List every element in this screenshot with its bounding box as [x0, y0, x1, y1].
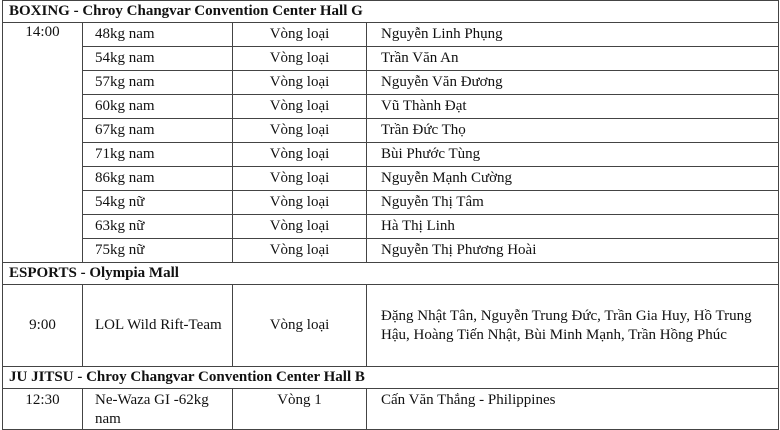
- table-row: [3, 119, 779, 143]
- schedule-table: [2, 0, 779, 430]
- table-row: [3, 71, 779, 95]
- table-row: [3, 143, 779, 167]
- event-cell: 71kg nam: [83, 143, 233, 167]
- time-cell: 9:00: [3, 285, 83, 367]
- table-row: [3, 239, 779, 263]
- event-cell: 54kg nữ: [83, 191, 233, 215]
- time-cell: 12:30: [3, 389, 83, 430]
- section-title: BOXING - Chroy Changvar Convention Center Hall G: [3, 1, 779, 23]
- round-cell: Vòng loại: [233, 215, 367, 239]
- event-cell: 63kg nữ: [83, 215, 233, 239]
- table-row: [3, 191, 779, 215]
- athlete-cell: Nguyễn Văn Đương: [367, 71, 779, 95]
- table-row: [3, 215, 779, 239]
- athlete-cell: Nguyễn Linh Phụng: [367, 23, 779, 47]
- round-cell: Vòng loại: [233, 167, 367, 191]
- round-cell: Vòng loại: [233, 23, 367, 47]
- table-row: [3, 23, 779, 47]
- athlete-cell: Hà Thị Linh: [367, 215, 779, 239]
- event-cell: 60kg nam: [83, 95, 233, 119]
- section-title: ESPORTS - Olympia Mall: [3, 263, 779, 285]
- section-header-esports: [3, 263, 779, 285]
- round-cell: Vòng loại: [233, 285, 367, 367]
- event-cell: 86kg nam: [83, 167, 233, 191]
- section-title: JU JITSU - Chroy Changvar Convention Center Hall B: [3, 367, 779, 389]
- round-cell: Vòng loại: [233, 119, 367, 143]
- round-cell: Vòng 1: [233, 389, 367, 430]
- section-header-boxing: [3, 1, 779, 23]
- athlete-cell: Nguyễn Thị Tâm: [367, 191, 779, 215]
- athlete-cell: Vũ Thành Đạt: [367, 95, 779, 119]
- time-cell: 14:00: [3, 23, 83, 263]
- athlete-cell: Cấn Văn Thắng - Philippines: [367, 389, 779, 430]
- table-row: [3, 47, 779, 71]
- athlete-cell: Đặng Nhật Tân, Nguyễn Trung Đức, Trần Gia Huy, Hồ Trung Hậu, Hoàng Tiến Nhật, Bùi Minh Mạnh, Trần Hồng Phúc: [367, 285, 779, 367]
- section-header-jujitsu: [3, 367, 779, 389]
- round-cell: Vòng loại: [233, 47, 367, 71]
- round-cell: Vòng loại: [233, 71, 367, 95]
- round-cell: Vòng loại: [233, 239, 367, 263]
- athlete-cell: Bùi Phước Tùng: [367, 143, 779, 167]
- athlete-cell: Nguyễn Thị Phương Hoài: [367, 239, 779, 263]
- round-cell: Vòng loại: [233, 191, 367, 215]
- table-row: [3, 167, 779, 191]
- event-cell: 48kg nam: [83, 23, 233, 47]
- table-row: [3, 285, 779, 367]
- table-row: [3, 389, 779, 430]
- event-cell: Ne-Waza GI -62kg nam: [83, 389, 233, 430]
- event-cell: 54kg nam: [83, 47, 233, 71]
- table-row: [3, 95, 779, 119]
- event-cell: 57kg nam: [83, 71, 233, 95]
- athlete-cell: Nguyễn Mạnh Cường: [367, 167, 779, 191]
- event-cell: LOL Wild Rift-Team: [83, 285, 233, 367]
- round-cell: Vòng loại: [233, 143, 367, 167]
- event-cell: 75kg nữ: [83, 239, 233, 263]
- athlete-cell: Trần Văn An: [367, 47, 779, 71]
- athlete-cell: Trần Đức Thọ: [367, 119, 779, 143]
- event-cell: 67kg nam: [83, 119, 233, 143]
- round-cell: Vòng loại: [233, 95, 367, 119]
